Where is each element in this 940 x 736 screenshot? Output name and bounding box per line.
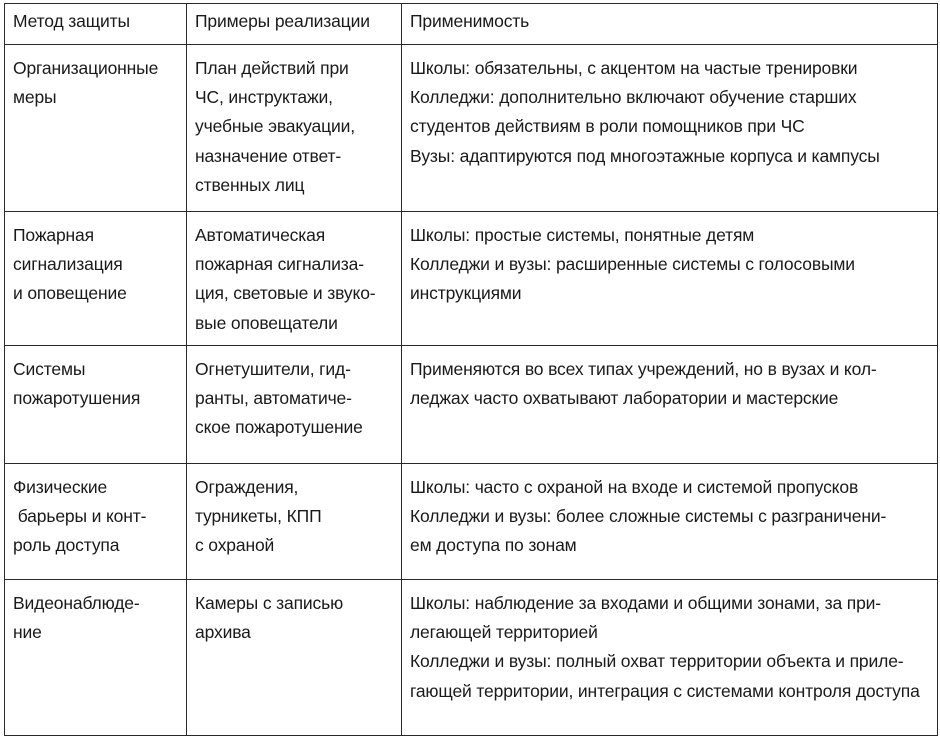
table-row bbox=[5, 45, 938, 212]
cell-line: легающей территорией bbox=[410, 622, 598, 643]
cell-line: роль доступа bbox=[13, 535, 120, 556]
cell-line: Школы: часто с охраной на входе и системой пропусков bbox=[410, 477, 859, 497]
cell-line: и оповещение bbox=[13, 283, 127, 304]
table-row bbox=[5, 346, 938, 464]
cell-line: Колледжи и вузы: расширенные системы с голосовыми bbox=[410, 254, 855, 275]
cell-line: пожарная сигнализа- bbox=[195, 254, 364, 275]
cell-line: Огнетушители, гид- bbox=[195, 359, 351, 379]
header-applicability: Применимость bbox=[402, 4, 938, 45]
cell-line: Пожарная bbox=[13, 225, 94, 245]
method-cell bbox=[5, 580, 187, 736]
table-header bbox=[5, 4, 938, 45]
applicability-cell bbox=[402, 45, 938, 212]
table-row bbox=[5, 212, 938, 346]
cell-line: Камеры с записью bbox=[195, 593, 344, 613]
examples-cell bbox=[187, 212, 402, 346]
cell-line: барьеры и конт- bbox=[13, 506, 147, 527]
cell-line: гающей территории, интеграция с системами контроля доступа bbox=[410, 680, 920, 701]
cell-line: сигнализация bbox=[13, 254, 123, 275]
header-method: Метод защиты bbox=[5, 4, 187, 45]
cell-line: пожаротушения bbox=[13, 388, 141, 409]
cell-line: Автоматическая bbox=[195, 225, 326, 245]
examples-cell bbox=[187, 346, 402, 464]
cell-line: леджах часто охватывают лаборатории и мастерские bbox=[410, 388, 839, 409]
cell-line: Организационные bbox=[13, 58, 159, 78]
cell-line: Школы: наблюдение за входами и общими зонами, за при- bbox=[410, 593, 881, 613]
cell-line: Ограждения, bbox=[195, 477, 299, 497]
cell-line: Вузы: адаптируются под многоэтажные корпуса и кампусы bbox=[410, 145, 880, 166]
table-row bbox=[5, 464, 938, 580]
header-row bbox=[5, 4, 938, 45]
cell-line: Колледжи и вузы: полный охват территории объекта и приле- bbox=[410, 651, 904, 672]
cell-line: Школы: обязательны, с акцентом на частые тренировки bbox=[410, 58, 858, 78]
cell-line: Колледжи: дополнительно включают обучение старших bbox=[410, 87, 857, 108]
cell-line: Физические bbox=[13, 477, 108, 497]
cell-line: студентов действиям в роли помощников при ЧС bbox=[410, 116, 805, 137]
cell-line: Видеонаблюде- bbox=[13, 593, 140, 613]
cell-line: вые оповещатели bbox=[195, 312, 338, 333]
table-row bbox=[5, 580, 938, 736]
cell-line: инструкциями bbox=[410, 283, 522, 304]
applicability-cell bbox=[402, 580, 938, 736]
cell-line: Колледжи и вузы: более сложные системы с разграничени- bbox=[410, 506, 887, 527]
cell-line: ское пожаротушение bbox=[195, 417, 363, 438]
header-examples: Примеры реализации bbox=[187, 4, 402, 45]
method-cell bbox=[5, 464, 187, 580]
method-cell bbox=[5, 212, 187, 346]
method-cell bbox=[5, 45, 187, 212]
cell-line: ственных лиц bbox=[195, 174, 305, 195]
examples-cell bbox=[187, 464, 402, 580]
cell-line: ция, световые и звуко- bbox=[195, 283, 376, 304]
cell-line: архива bbox=[195, 622, 251, 643]
cell-line: турникеты, КПП bbox=[195, 506, 322, 527]
applicability-cell bbox=[402, 464, 938, 580]
cell-line: меры bbox=[13, 87, 57, 108]
method-cell bbox=[5, 346, 187, 464]
cell-line: назначение ответ- bbox=[195, 145, 342, 166]
examples-cell bbox=[187, 45, 402, 212]
cell-line: План действий при bbox=[195, 58, 349, 78]
cell-line: Системы bbox=[13, 359, 86, 379]
examples-cell bbox=[187, 580, 402, 736]
cell-line: Применяются во всех типах учреждений, но в вузах и кол- bbox=[410, 359, 877, 379]
protection-methods-table bbox=[4, 3, 938, 736]
cell-line: учебные эвакуации, bbox=[195, 116, 355, 137]
table-body bbox=[5, 45, 938, 736]
cell-line: с охраной bbox=[195, 535, 275, 556]
cell-line: ние bbox=[13, 622, 42, 643]
applicability-cell bbox=[402, 212, 938, 346]
applicability-cell bbox=[402, 346, 938, 464]
cell-line: ранты, автоматиче- bbox=[195, 388, 352, 409]
cell-line: ЧС, инструктажи, bbox=[195, 87, 333, 108]
cell-line: ем доступа по зонам bbox=[410, 535, 577, 556]
cell-line: Школы: простые системы, понятные детям bbox=[410, 225, 755, 245]
